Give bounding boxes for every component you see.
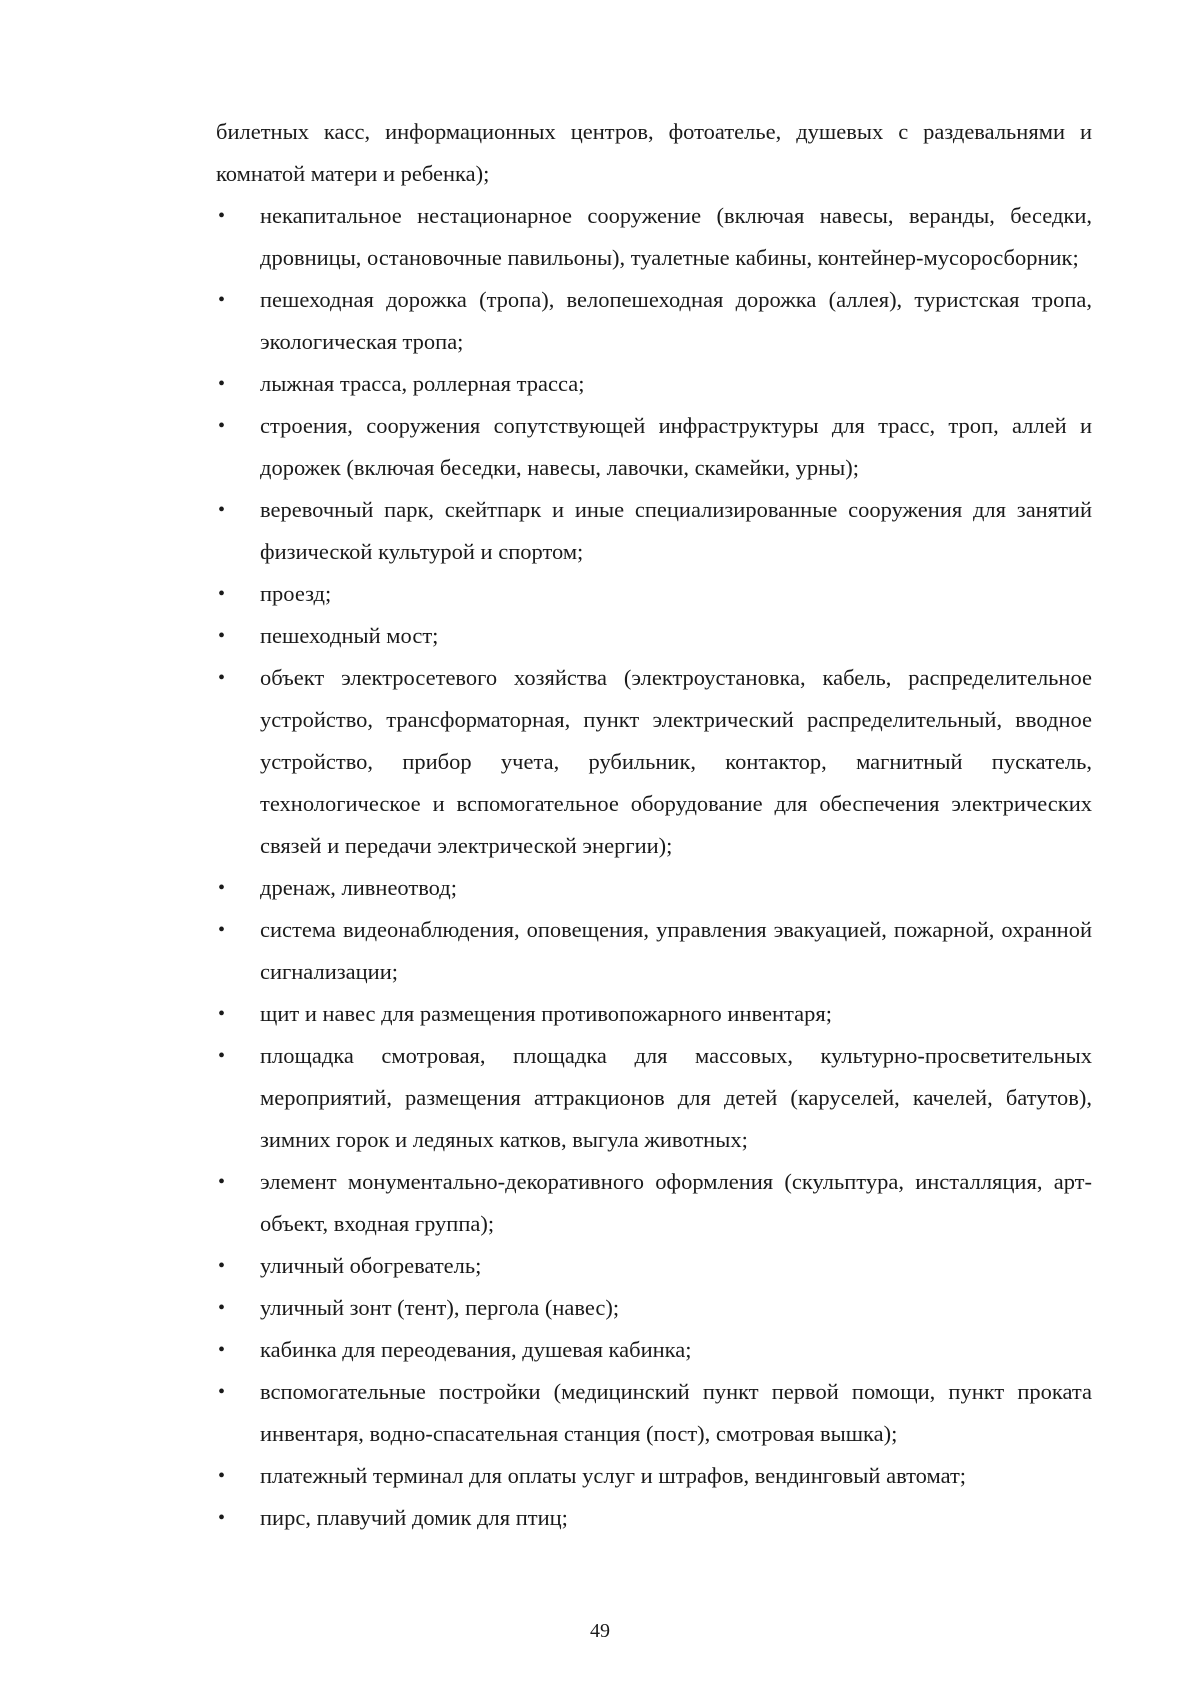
list-item <box>216 1245 1092 1287</box>
list-item-text: проезд; <box>260 581 332 606</box>
list-item-text: элемент монументально-декоративного оформления (скульптура, инсталляция, арт-объект, входная группа); <box>260 1169 1092 1236</box>
list-item <box>216 1287 1092 1329</box>
list-item-text: лыжная трасса, роллерная трасса; <box>260 371 585 396</box>
list-item <box>216 1497 1092 1539</box>
list-item-text: объект электросетевого хозяйства (электроустановка, кабель, распределительное устройство, трансформаторная, пункт электрический распределительный, вводное устройство, прибор учета, рубильник, контактор, магнитный пускатель, технологическое и вспомогательное оборудование для обеспечения электрических связей и передачи электрической энергии); <box>260 665 1092 858</box>
bullet-icon: • <box>218 667 226 689</box>
list-item-text: некапитальное нестационарное сооружение (включая навесы, веранды, беседки, дровницы, остановочные павильоны), туалетные кабины, контейнер-мусоросборник; <box>260 203 1092 270</box>
bullet-list <box>216 195 1092 1539</box>
list-item-text: система видеонаблюдения, оповещения, управления эвакуацией, пожарной, охранной сигнализации; <box>260 917 1092 984</box>
list-item <box>216 489 1092 573</box>
list-item <box>216 363 1092 405</box>
list-item <box>216 1371 1092 1455</box>
list-item <box>216 573 1092 615</box>
list-item-text: вспомогательные постройки (медицинский пункт первой помощи, пункт проката инвентаря, водно-спасательная станция (пост), смотровая вышка); <box>260 1379 1092 1446</box>
bullet-icon: • <box>218 583 226 605</box>
list-item-text: веревочный парк, скейтпарк и иные специализированные сооружения для занятий физической культурой и спортом; <box>260 497 1092 564</box>
list-item-text: пирс, плавучий домик для птиц; <box>260 1505 568 1530</box>
list-item-text: пешеходный мост; <box>260 623 439 648</box>
list-item-text: платежный терминал для оплаты услуг и штрафов, вендинговый автомат; <box>260 1463 967 1488</box>
list-item <box>216 1329 1092 1371</box>
page-body <box>216 111 1092 1539</box>
list-item <box>216 405 1092 489</box>
bullet-icon: • <box>218 373 226 395</box>
bullet-icon: • <box>218 289 226 311</box>
bullet-icon: • <box>218 1255 226 1277</box>
list-item <box>216 909 1092 993</box>
list-item <box>216 1161 1092 1245</box>
continuation-paragraph: билетных касс, информационных центров, фотоателье, душевых с раздевальнями и комнатой матери и ребенка); <box>216 119 1092 186</box>
bullet-icon: • <box>218 1381 226 1403</box>
bullet-icon: • <box>218 919 226 941</box>
list-item-text: пешеходная дорожка (тропа), велопешеходная дорожка (аллея), туристская тропа, экологическая тропа; <box>260 287 1092 354</box>
bullet-icon: • <box>218 1297 226 1319</box>
list-item <box>216 1035 1092 1161</box>
bullet-icon: • <box>218 877 226 899</box>
list-item-text: строения, сооружения сопутствующей инфраструктуры для трасс, троп, аллей и дорожек (включая беседки, навесы, лавочки, скамейки, урны); <box>260 413 1092 480</box>
bullet-icon: • <box>218 205 226 227</box>
list-item-text: кабинка для переодевания, душевая кабинка; <box>260 1337 692 1362</box>
list-item <box>216 279 1092 363</box>
bullet-icon: • <box>218 1507 226 1529</box>
bullet-icon: • <box>218 1171 226 1193</box>
bullet-icon: • <box>218 1045 226 1067</box>
page-number: 49 <box>590 1620 610 1642</box>
list-item-text: дренаж, ливнеотвод; <box>260 875 457 900</box>
list-item <box>216 657 1092 867</box>
list-item <box>216 615 1092 657</box>
list-item-text: уличный зонт (тент), пергола (навес); <box>260 1295 620 1320</box>
bullet-icon: • <box>218 1465 226 1487</box>
bullet-icon: • <box>218 499 226 521</box>
list-item-text: площадка смотровая, площадка для массовых, культурно-просветительных мероприятий, размещения аттракционов для детей (каруселей, качелей, батутов), зимних горок и ледяных катков, выгула животных; <box>260 1043 1092 1152</box>
list-item <box>216 993 1092 1035</box>
bullet-icon: • <box>218 415 226 437</box>
bullet-icon: • <box>218 1003 226 1025</box>
list-item-text: щит и навес для размещения противопожарного инвентаря; <box>260 1001 832 1026</box>
bullet-icon: • <box>218 625 226 647</box>
list-item <box>216 195 1092 279</box>
bullet-icon: • <box>218 1339 226 1361</box>
list-item-text: уличный обогреватель; <box>260 1253 482 1278</box>
list-item <box>216 1455 1092 1497</box>
list-item <box>216 867 1092 909</box>
